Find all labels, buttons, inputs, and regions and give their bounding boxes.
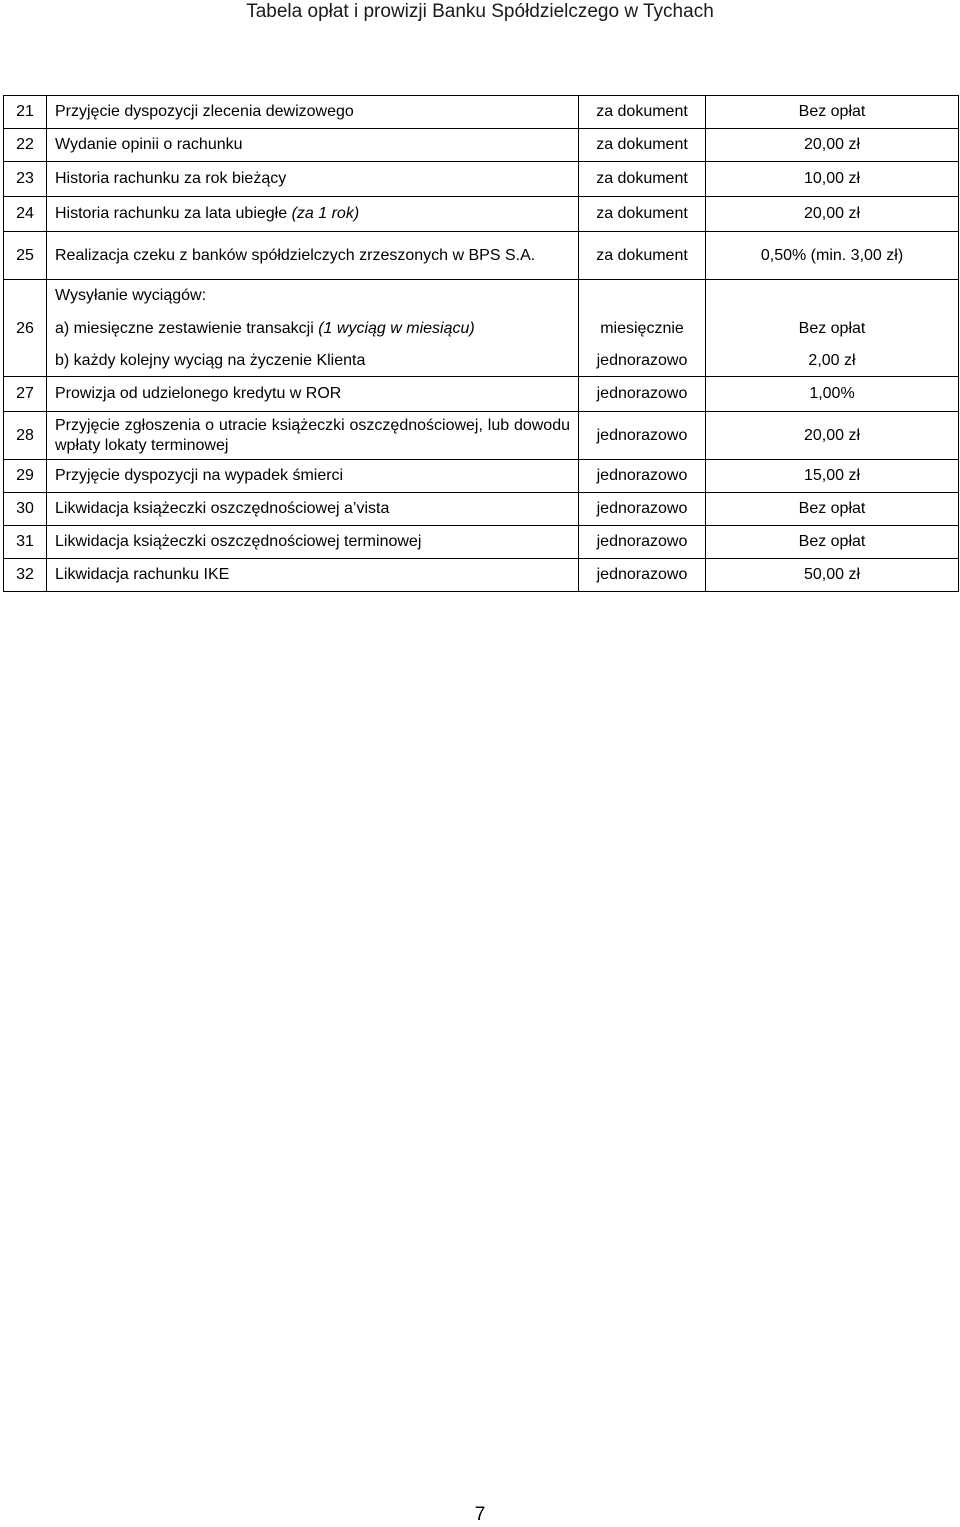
- row-unit: jednorazowo: [579, 493, 706, 526]
- row-fee: 20,00 zł: [706, 197, 959, 232]
- row-description: Likwidacja książeczki oszczędnościowej terminowej: [47, 526, 579, 559]
- row-fee: Bez opłat: [706, 312, 959, 345]
- row-number: 25: [4, 232, 47, 280]
- row-unit: za dokument: [579, 232, 706, 280]
- row-unit: za dokument: [579, 96, 706, 129]
- row-unit: za dokument: [579, 197, 706, 232]
- row-description-note: (1 wyciąg w miesiącu): [318, 319, 475, 337]
- table-row: [4, 162, 959, 197]
- row-unit: jednorazowo: [579, 345, 706, 377]
- row-number-spacer: [4, 280, 47, 313]
- row-number: 24: [4, 197, 47, 232]
- page-number: 7: [474, 1504, 486, 1525]
- row-number: 21: [4, 96, 47, 129]
- table-row: [4, 232, 959, 280]
- row-number-spacer: [4, 345, 47, 377]
- row-number: 27: [4, 377, 47, 412]
- row-fee: Bez opłat: [706, 493, 959, 526]
- row-description-text: Historia rachunku za lata ubiegłe: [55, 205, 292, 222]
- row-fee: 2,00 zł: [706, 345, 959, 377]
- row-description: [47, 312, 579, 345]
- row-unit: jednorazowo: [579, 377, 706, 412]
- row-unit: jednorazowo: [579, 526, 706, 559]
- table-row: [4, 96, 959, 129]
- row-fee-spacer: [706, 280, 959, 313]
- row-fee: 20,00 zł: [706, 412, 959, 460]
- row-description: b) każdy kolejny wyciąg na życzenie Klienta: [47, 345, 579, 377]
- row-fee: 10,00 zł: [706, 162, 959, 197]
- row-description: Wysyłanie wyciągów:: [47, 280, 579, 313]
- row-number: 28: [4, 412, 47, 460]
- table-row: [4, 460, 959, 493]
- row-unit: jednorazowo: [579, 460, 706, 493]
- row-unit: jednorazowo: [579, 559, 706, 592]
- row-number: 32: [4, 559, 47, 592]
- row-fee: 15,00 zł: [706, 460, 959, 493]
- row-fee: 1,00%: [706, 377, 959, 412]
- row-number: 29: [4, 460, 47, 493]
- table-row: [4, 197, 959, 232]
- fee-table: [3, 95, 959, 592]
- row-number: 26: [4, 312, 47, 345]
- row-unit: za dokument: [579, 162, 706, 197]
- row-description: Przyjęcie dyspozycji na wypadek śmierci: [47, 460, 579, 493]
- row-description-text: a) miesięczne zestawienie transakcji: [55, 319, 319, 337]
- table-subrow: [4, 345, 959, 377]
- row-number: 31: [4, 526, 47, 559]
- row-description: Prowizja od udzielonego kredytu w ROR: [47, 377, 579, 412]
- table-row: [4, 493, 959, 526]
- row-unit: za dokument: [579, 129, 706, 162]
- table-row: [4, 412, 959, 460]
- row-fee: 50,00 zł: [706, 559, 959, 592]
- row-unit: jednorazowo: [579, 412, 706, 460]
- row-number: 23: [4, 162, 47, 197]
- table-subrow: [4, 312, 959, 345]
- row-description: [47, 197, 579, 232]
- row-fee: Bez opłat: [706, 526, 959, 559]
- table-row: [4, 526, 959, 559]
- row-description: Realizacja czeku z banków spółdzielczych zrzeszonych w BPS S.A.: [47, 232, 579, 280]
- row-description: Historia rachunku za rok bieżący: [47, 162, 579, 197]
- row-fee: 20,00 zł: [706, 129, 959, 162]
- table-row: [4, 559, 959, 592]
- row-description: Wydanie opinii o rachunku: [47, 129, 579, 162]
- row-description: Przyjęcie dyspozycji zlecenia dewizowego: [47, 96, 579, 129]
- row-description: Likwidacja książeczki oszczędnościowej a’vista: [47, 493, 579, 526]
- row-description: Likwidacja rachunku IKE: [47, 559, 579, 592]
- row-fee: Bez opłat: [706, 96, 959, 129]
- row-description-note: (za 1 rok): [291, 205, 360, 222]
- page-header-title: Tabela opłat i prowizji Banku Spółdzielczego w Tychach: [246, 1, 714, 22]
- row-number: 22: [4, 129, 47, 162]
- row-unit-spacer: [579, 280, 706, 313]
- row-description: Przyjęcie zgłoszenia o utracie książeczki oszczędnościowej, lub dowodu wpłaty lokaty terminowej: [47, 412, 579, 460]
- table-row: [4, 280, 959, 313]
- row-fee: 0,50% (min. 3,00 zł): [706, 232, 959, 280]
- table-row: [4, 377, 959, 412]
- table-row: [4, 129, 959, 162]
- row-unit: miesięcznie: [579, 312, 706, 345]
- row-number: 30: [4, 493, 47, 526]
